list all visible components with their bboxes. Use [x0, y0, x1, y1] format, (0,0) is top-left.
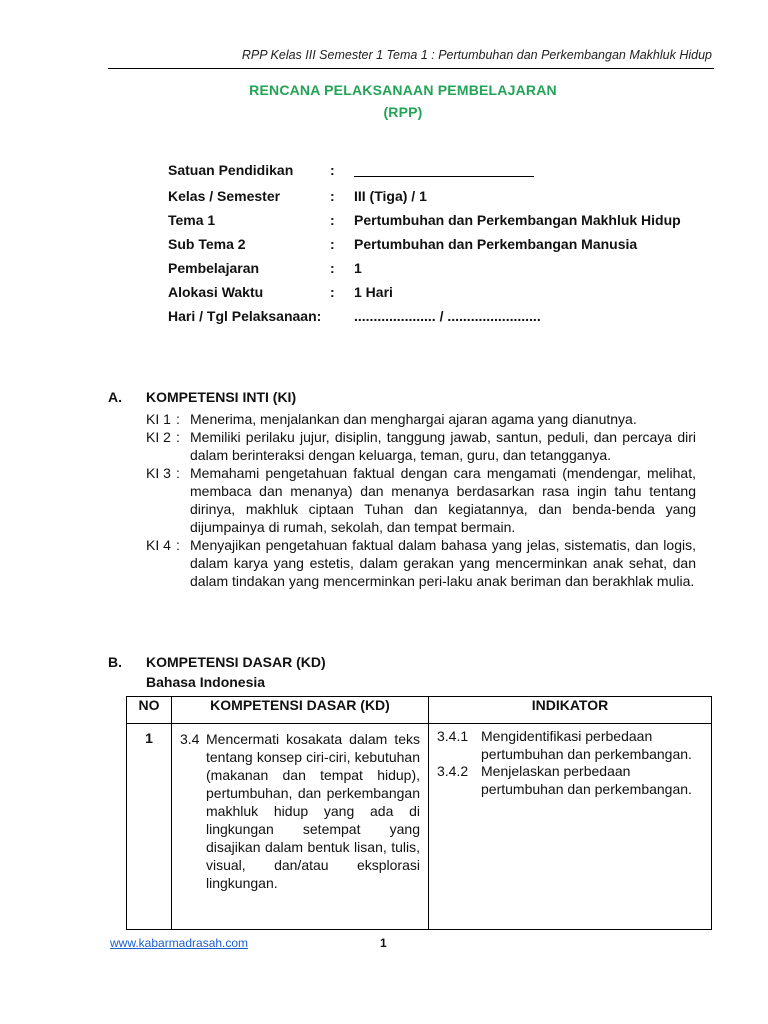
identity-label: Pembelajaran: [168, 260, 260, 276]
indicator-number: 3.4.2: [437, 763, 469, 779]
kd-number: 3.4: [180, 731, 200, 747]
identity-row: [168, 162, 708, 181]
identity-value: Pertumbuhan dan Perkembangan Makhluk Hidup: [354, 212, 681, 228]
identity-value: III (Tiga) / 1: [354, 188, 427, 204]
cell-indikator: [429, 724, 712, 930]
identity-label: Hari / Tgl Pelaksanaan:: [168, 308, 322, 324]
ki-text: Menerima, menjalankan dan menghargai ajaran agama yang dianutnya.: [190, 411, 637, 427]
list-item: [146, 536, 696, 590]
footer-website-link[interactable]: www.kabarmadrasah.com: [110, 936, 249, 950]
section-letter: A.: [108, 389, 122, 405]
ki-code: KI 2: [146, 429, 171, 445]
section-letter: B.: [108, 654, 122, 670]
page-number: 1: [380, 936, 387, 950]
identity-label: Kelas / Semester: [168, 188, 281, 204]
table-header-row: [127, 697, 712, 724]
doc-subtitle: (RPP): [383, 104, 423, 120]
identity-row: [168, 260, 708, 277]
section-title: KOMPETENSI INTI (KI): [146, 389, 297, 405]
identity-label: Tema 1: [168, 212, 216, 228]
section-a-heading: [108, 389, 296, 405]
identity-row: [168, 236, 708, 253]
header-prefix: RPP Kelas III Semester 1 Tema 1 :: [241, 48, 439, 62]
list-item: [146, 410, 696, 428]
indicator-text: Mengidentifikasi perbedaan pertumbuhan dan perkembangan.: [481, 728, 692, 762]
ki-text: Memahami pengetahuan faktual dengan cara mengamati (mendengar, melihat, membaca dan menanya) dan menanya berdasarkan rasa ingin tahu tentang dirinya, makhluk ciptaan Tuhan dan kegiatannya, dan benda-benda yang dijumpainya di rumah, sekolah, dan tempat bermain.: [190, 465, 696, 535]
identity-value: ..................... / ........................: [354, 308, 541, 324]
indicator-item: [437, 763, 705, 798]
ki-code: KI 3: [146, 465, 171, 481]
header-topic: Pertumbuhan dan Perkembangan Makhluk Hidup: [438, 48, 712, 62]
cell-kd: [172, 724, 429, 930]
blank-fill-line: [354, 162, 534, 177]
list-item: [146, 428, 696, 464]
ki-text: Memiliki perilaku jujur, disiplin, tanggung jawab, santun, peduli, dan percaya diri dalam berinteraksi dengan keluarga, teman, guru, dan tetangganya.: [190, 429, 696, 463]
identity-value: 1: [354, 260, 362, 276]
identity-colon: :: [330, 236, 335, 252]
table-row: [127, 724, 712, 930]
identity-row: [168, 284, 708, 301]
identity-row: [168, 212, 708, 229]
header-no: NO: [127, 697, 172, 724]
identity-table: [168, 162, 708, 332]
identity-label: Alokasi Waktu: [168, 284, 264, 300]
cell-no: 1: [127, 724, 172, 930]
header-divider: [108, 68, 714, 69]
ki-colon: :: [176, 411, 180, 427]
header-indikator: INDIKATOR: [429, 697, 712, 724]
section-title: KOMPETENSI DASAR (KD): [146, 654, 326, 670]
identity-colon: :: [330, 260, 335, 276]
identity-row: [168, 308, 708, 325]
doc-title: RENCANA PELAKSANAAN PEMBELAJARAN: [249, 82, 557, 98]
section-b-heading: [108, 654, 326, 670]
indicator-item: [437, 728, 705, 763]
indicator-text: Menjelaskan perbedaan pertumbuhan dan perkembangan.: [481, 763, 692, 797]
subject-heading: Bahasa Indonesia: [146, 674, 266, 690]
identity-label: Satuan Pendidikan: [168, 162, 294, 178]
ki-colon: :: [176, 429, 180, 445]
list-item: [146, 464, 696, 536]
indicator-number: 3.4.1: [437, 728, 469, 744]
running-header: [108, 48, 712, 62]
identity-colon: :: [330, 284, 335, 300]
ki-code: KI 1: [146, 411, 171, 427]
ki-colon: :: [176, 465, 180, 481]
identity-value: 1 Hari: [354, 284, 393, 300]
kd-text: Mencermati kosakata dalam teks tentang konsep ciri-ciri, kebutuhan (makanan dan tempat hidup), pertumbuhan, dan perkembangan makhluk hidup yang ada di lingkungan setempat yang disajikan dalam bentuk lisan, tulis, visual, dan/atau eksplorasi lingkungan.: [206, 731, 420, 891]
identity-value: Pertumbuhan dan Perkembangan Manusia: [354, 236, 638, 252]
identity-colon: :: [330, 188, 335, 204]
identity-colon: :: [330, 212, 335, 228]
ki-colon: :: [176, 537, 180, 553]
identity-value-blank: [354, 162, 684, 181]
header-kd: KOMPETENSI DASAR (KD): [172, 697, 429, 724]
ki-code: KI 4: [146, 537, 171, 553]
identity-colon: :: [330, 162, 335, 178]
identity-row: [168, 188, 708, 205]
identity-label: Sub Tema 2: [168, 236, 246, 252]
ki-text: Menyajikan pengetahuan faktual dalam bahasa yang jelas, sistematis, dan logis, dalam karya yang estetis, dalam gerakan yang mencerminkan anak sehat, dan dalam tindakan yang mencerminkan peri-laku anak beriman dan berakhlak mulia.: [190, 537, 696, 589]
ki-list: [146, 410, 696, 590]
kd-table: [126, 696, 712, 930]
